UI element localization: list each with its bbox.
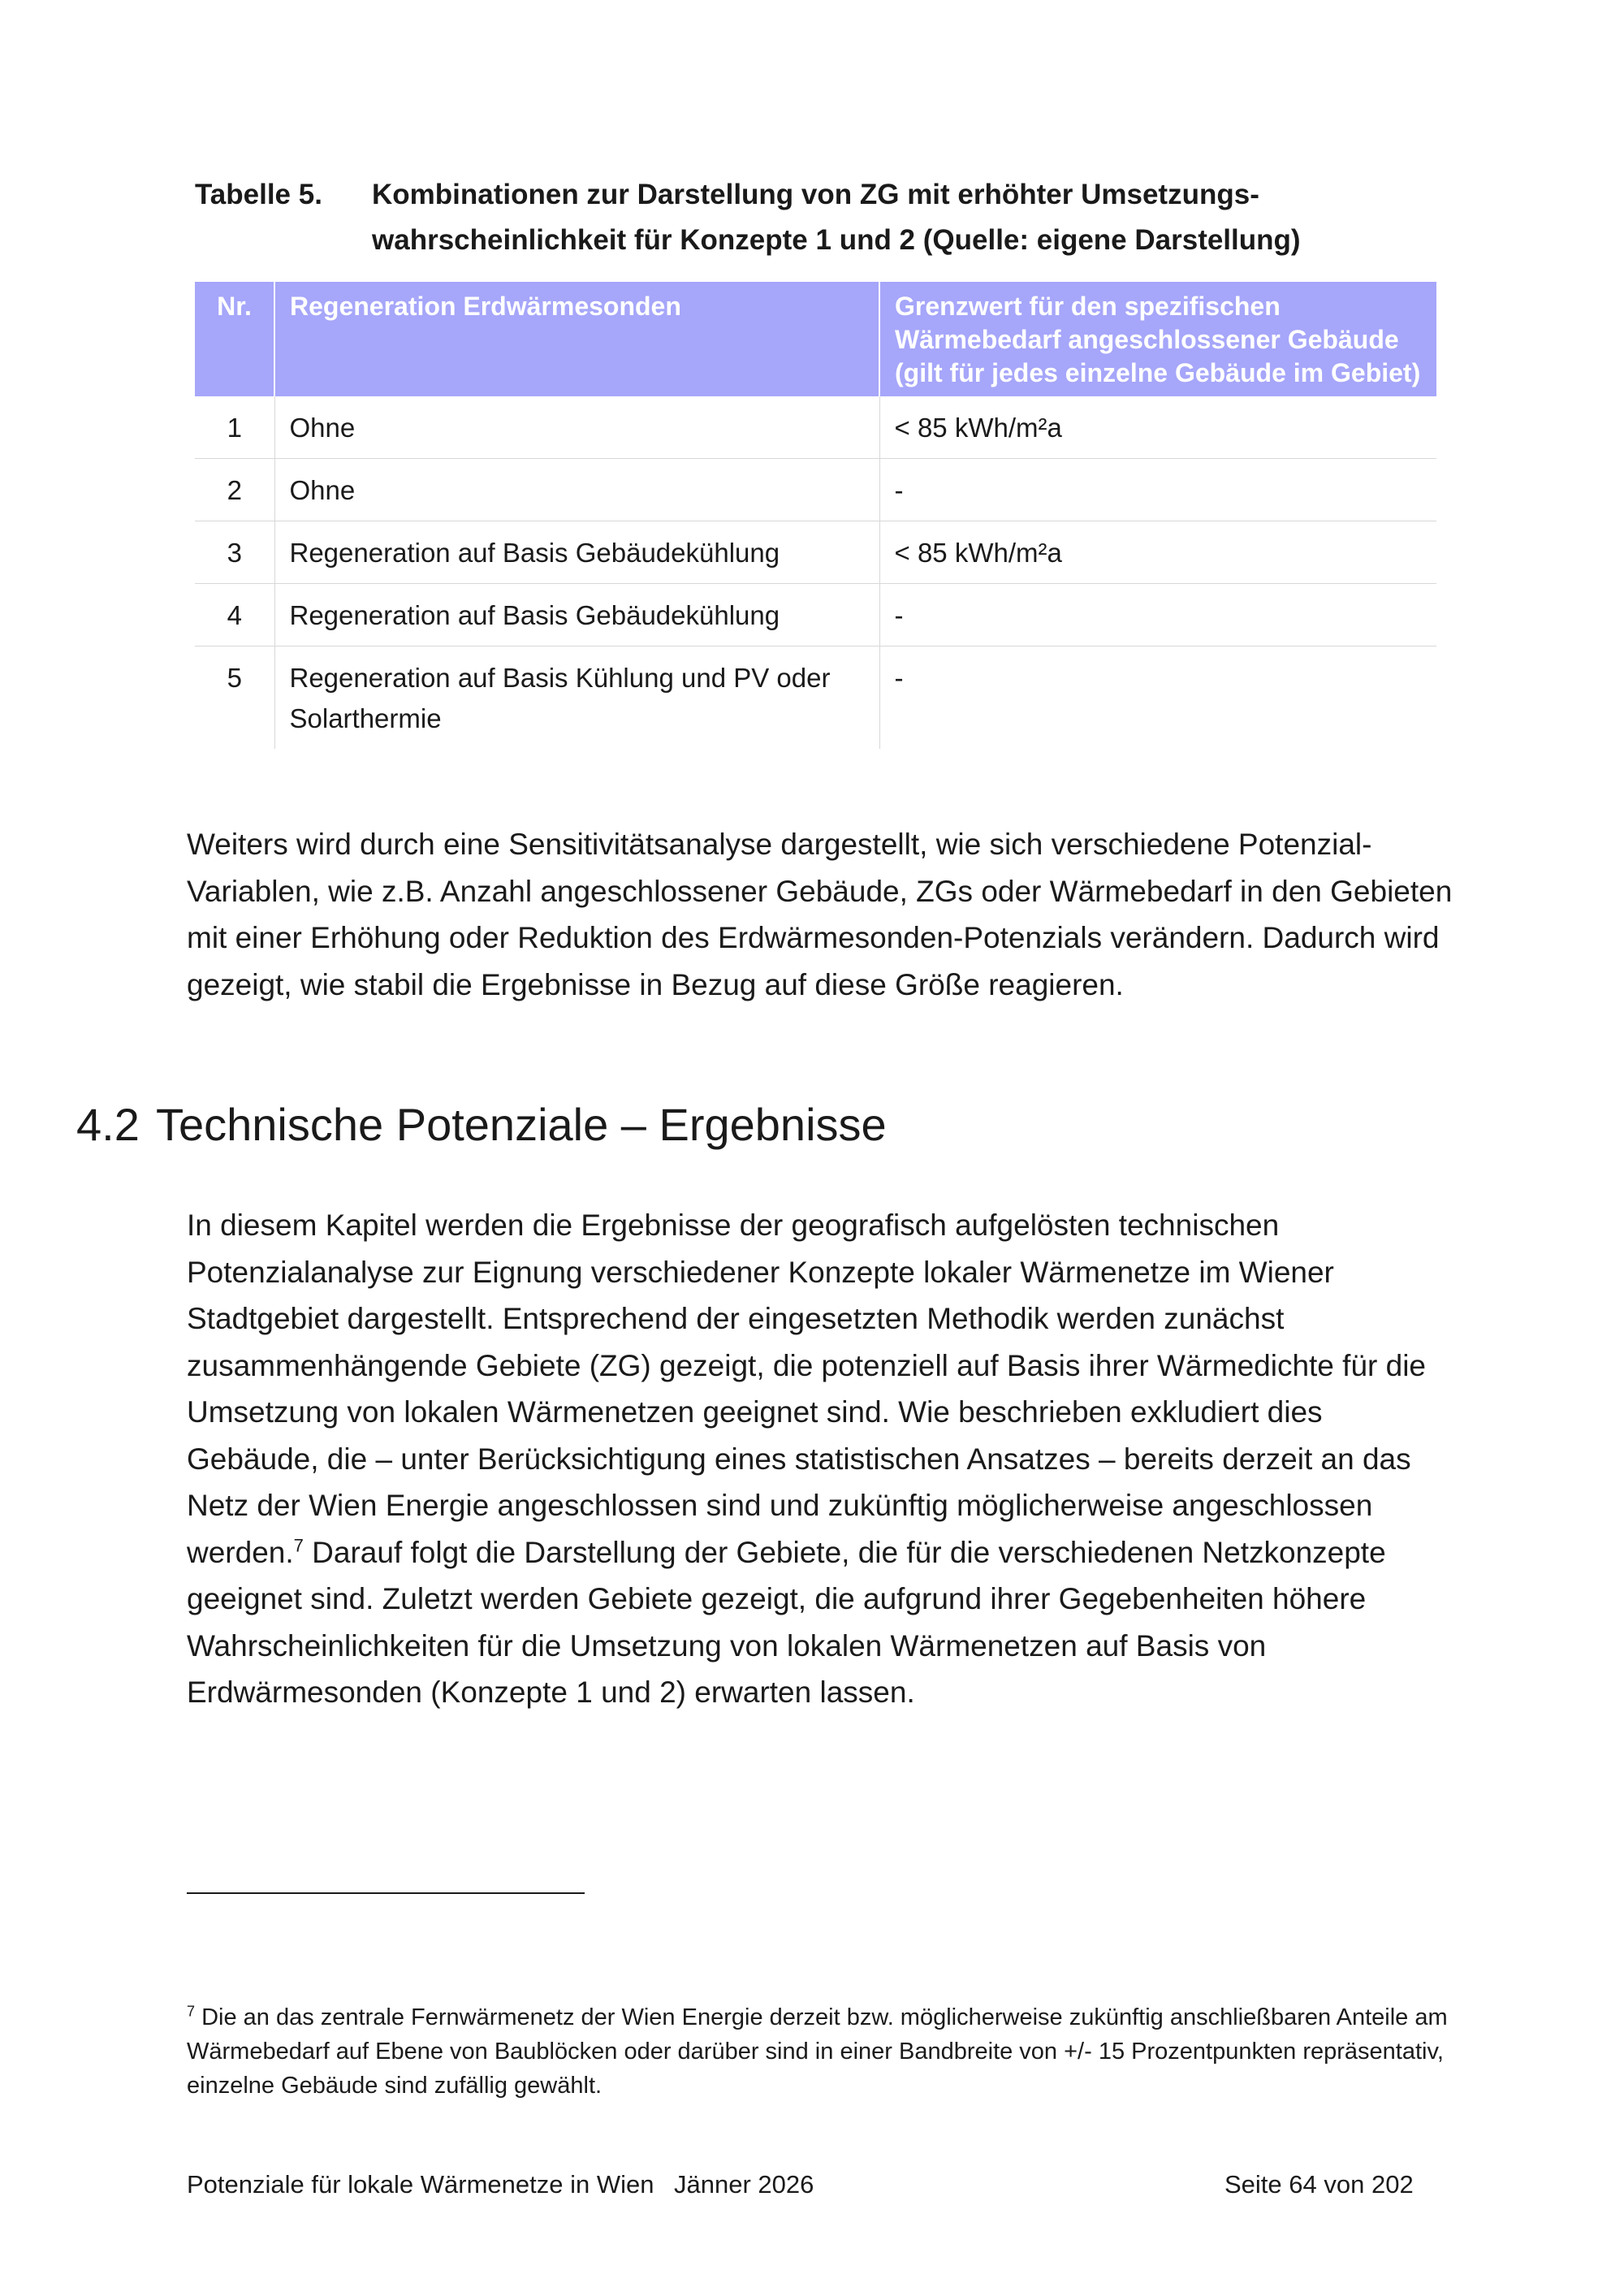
table-row	[195, 396, 1436, 459]
cell-nr: 2	[195, 459, 274, 521]
cell-grenzwert: -	[879, 584, 1436, 646]
footnote-divider	[187, 1892, 585, 1894]
footer-page-number: Seite 64 von 202	[1224, 2170, 1414, 2199]
table-row	[195, 521, 1436, 584]
cell-nr: 4	[195, 584, 274, 646]
cell-nr: 1	[195, 396, 274, 459]
cell-nr: 3	[195, 521, 274, 584]
cell-regeneration: Regeneration auf Basis Gebäudekühlung	[274, 521, 879, 584]
results-paragraph	[187, 1202, 1460, 1716]
cell-regeneration: Ohne	[274, 459, 879, 521]
footnote-text: Die an das zentrale Fernwärmenetz der Wien Energie derzeit bzw. möglicherweise zukünftig anschließbaren Anteile am Wärmebedarf auf Ebene von Baublöcken oder darüber sind in einer Bandbreite von +/- 15 Prozentpunkten repräsentativ, einzelne Gebäude sind zufällig gewählt.	[187, 2004, 1448, 2099]
section-title: Technische Potenziale – Ergebnisse	[156, 1099, 887, 1150]
section-number: 4.2	[76, 1099, 140, 1150]
results-paragraph-text: In diesem Kapitel werden die Ergebnisse der geografisch aufgelösten technischen Potenzialanalyse zur Eignung verschiedener Konzepte lokaler Wärmenetze im Wiener Stadtgebiet dargestellt. Entsprechend der eingesetzten Methodik werden zunächst zusammenhängende Gebiete (ZG) gezeigt, die potenziell auf Basis ihrer Wärmedichte für die Umsetzung von lokalen Wärmenetzen geeignet sind. Wie beschrieben exkludiert dies Gebäude, die – unter Berücksichtigung eines statistischen Ansatzes – bereits derzeit an das Netz der Wien Energie angeschlossen sind und zukünftig möglicherweise angeschlossen werden.	[187, 1209, 1426, 1569]
cell-grenzwert: < 85 kWh/m²a	[879, 521, 1436, 584]
sensitivity-paragraph: Weiters wird durch eine Sensitivitätsanalyse dargestellt, wie sich verschiedene Potenzial-Variablen, wie z.B. Anzahl angeschlossener Gebäude, ZGs oder Wärmebedarf in den Gebieten mit einer Erhöhung oder Reduktion des Erdwärmesonden-Potenzials verändern. Dadurch wird gezeigt, wie stabil die Ergebnisse in Bezug auf diese Größe reagieren.	[187, 828, 1453, 1001]
cell-grenzwert: -	[879, 646, 1436, 750]
table-row	[195, 646, 1436, 750]
table-caption-label: Tabelle 5.	[195, 179, 322, 210]
footnote	[187, 2000, 1453, 2103]
section-heading	[76, 1092, 887, 1157]
table-header-row	[195, 282, 1436, 396]
cell-grenzwert: -	[879, 459, 1436, 521]
column-header-nr: Nr.	[195, 282, 274, 396]
column-header-grenzwert: Grenzwert für den spezifischen Wärmebedarf angeschlossener Gebäude (gilt für jedes einzelne Gebäude im Gebiet)	[879, 282, 1436, 396]
table-caption-text: Kombinationen zur Darstellung von ZG mit erhöhter Umsetzungs-wahrscheinlichkeit für Konzepte 1 und 2 (Quelle: eigene Darstellung)	[372, 179, 1301, 256]
footer-document-title: Potenziale für lokale Wärmenetze in Wien	[187, 2170, 654, 2199]
table-row	[195, 584, 1436, 646]
column-header-regeneration: Regeneration Erdwärmesonden	[274, 282, 879, 396]
footnote-number: 7	[187, 2003, 196, 2020]
footer-date: Jänner 2026	[674, 2170, 814, 2199]
cell-regeneration: Regeneration auf Basis Gebäudekühlung	[274, 584, 879, 646]
cell-regeneration: Regeneration auf Basis Kühlung und PV oder Solarthermie	[274, 646, 879, 750]
results-paragraph-text-continued: Darauf folgt die Darstellung der Gebiete, die für die verschiedenen Netzkonzepte geeignet sind. Zuletzt werden Gebiete gezeigt, die aufgrund ihrer Gegebenheiten höhere Wahrscheinlichkeiten für die Umsetzung von lokalen Wärmenetzen auf Basis von Erdwärmesonden (Konzepte 1 und 2) erwarten lassen.	[187, 1535, 1386, 1709]
table-row	[195, 459, 1436, 521]
cell-nr: 5	[227, 663, 242, 693]
cell-grenzwert: < 85 kWh/m²a	[879, 396, 1436, 459]
cell-regeneration: Ohne	[274, 396, 879, 459]
footnote-reference[interactable]: 7	[293, 1535, 304, 1556]
combinations-table	[195, 282, 1436, 749]
